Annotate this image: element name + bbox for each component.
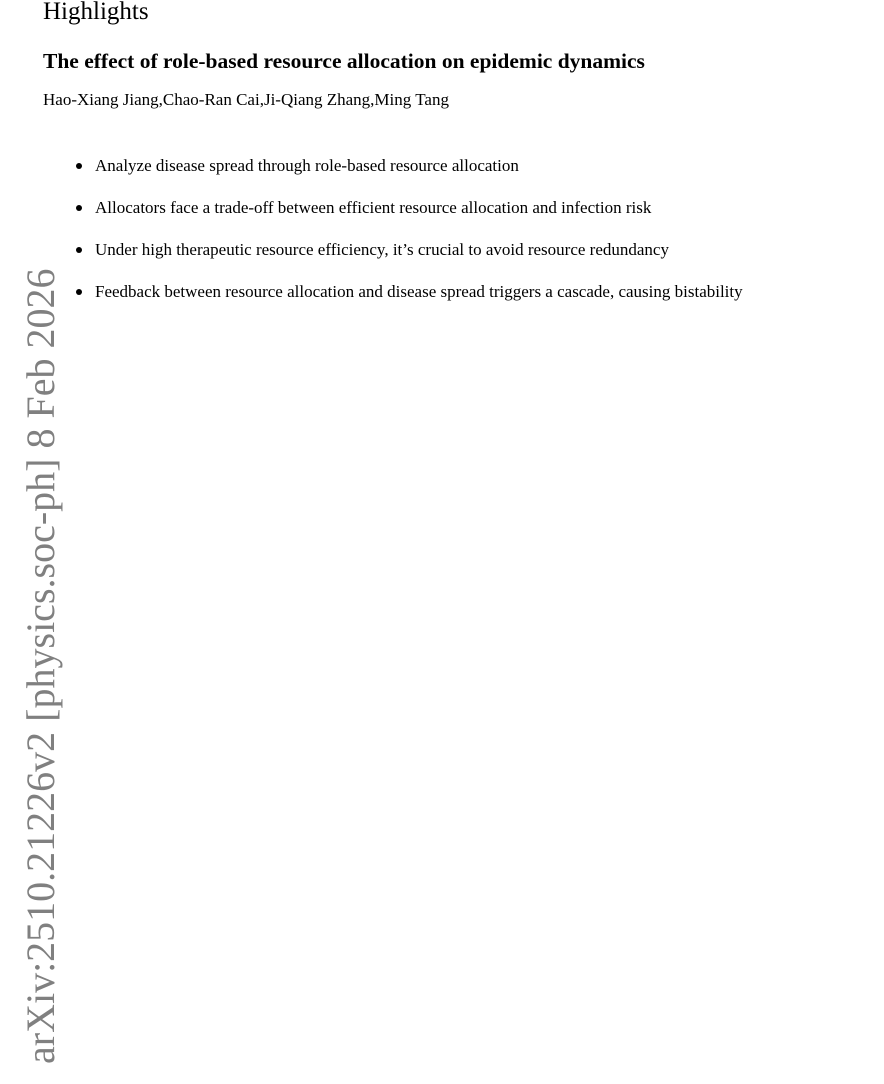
bullet-icon	[76, 289, 82, 295]
author-list: Hao-Xiang Jiang,Chao-Ran Cai,Ji-Qiang Zhang,Ming Tang	[43, 90, 449, 109]
highlight-text: Under high therapeutic resource efficiency, it’s crucial to avoid resource redundancy	[95, 240, 669, 259]
arxiv-identifier-stamp: arXiv:2510.21226v2 [physics.soc-ph] 8 Feb 2026	[18, 268, 63, 1064]
highlight-text: Analyze disease spread through role-based resource allocation	[95, 156, 519, 175]
paper-title: The effect of role-based resource allocation on epidemic dynamics	[43, 49, 645, 73]
bullet-icon	[76, 205, 82, 211]
section-heading: Highlights	[43, 0, 149, 25]
bullet-icon	[76, 247, 82, 253]
bullet-icon	[76, 163, 82, 169]
highlight-text: Feedback between resource allocation and disease spread triggers a cascade, causing bistability	[95, 282, 743, 301]
highlight-text: Allocators face a trade-off between efficient resource allocation and infection risk	[95, 198, 652, 217]
